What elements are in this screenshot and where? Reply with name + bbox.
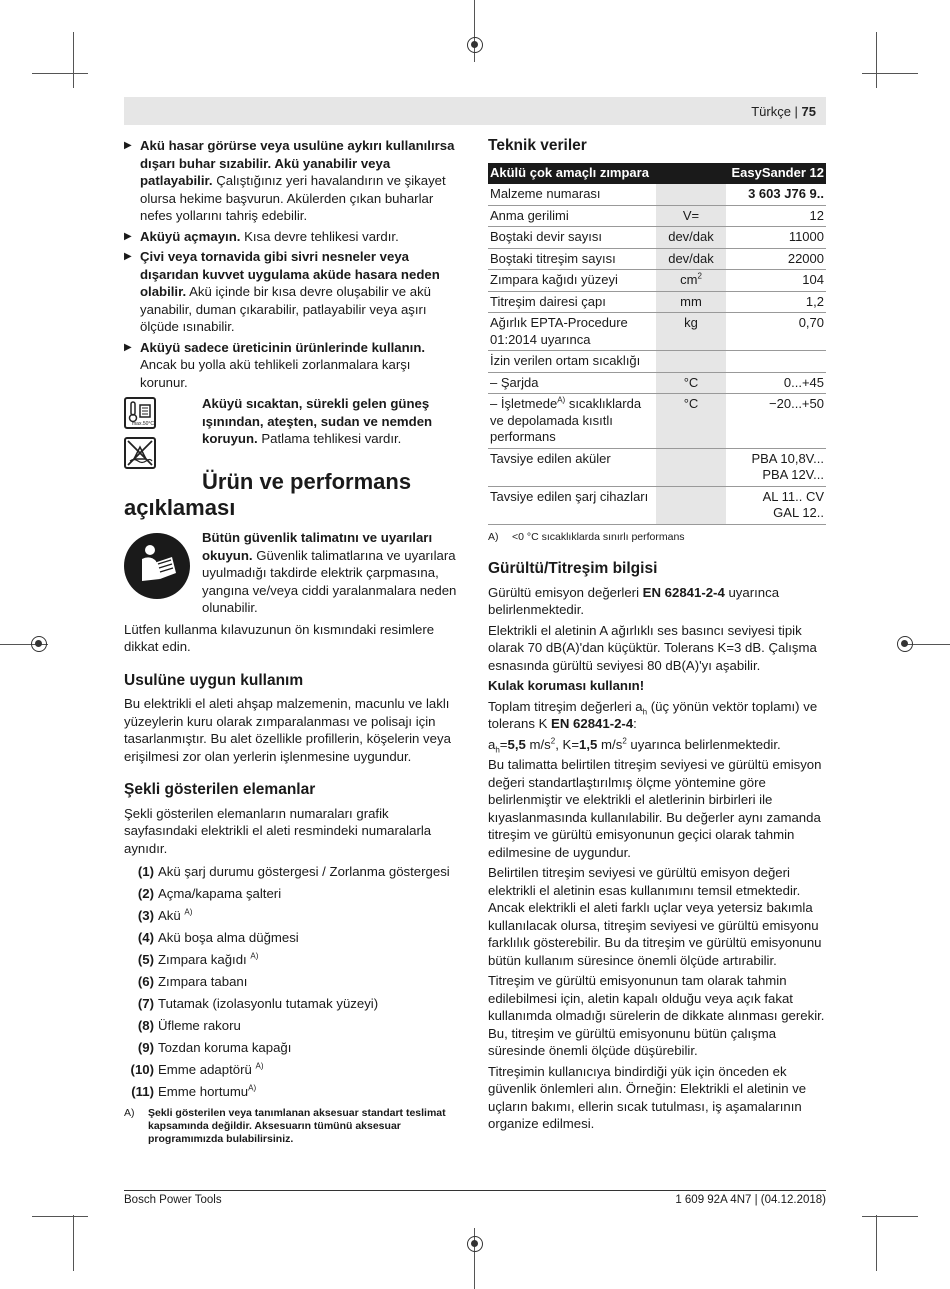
header-label: Türkçe | 75 — [751, 104, 816, 119]
item-label: Emme adaptörü — [158, 1062, 256, 1077]
row-label: Boştaki devir sayısı — [488, 227, 656, 249]
text-run: Gürültü emisyon değerleri — [488, 584, 643, 600]
item-label: Akü — [158, 908, 185, 923]
section-title — [124, 469, 458, 521]
subscript: h — [642, 707, 648, 717]
row-label: Ağırlık EPTA-Procedure 01:2014 uyarınca — [488, 313, 656, 351]
footer-brand: Bosch Power Tools — [124, 1194, 222, 1206]
item-number: (8) — [137, 1018, 154, 1033]
safety-read-text: Güvenlik talimatlarına ve uyarılara uyulmadığı takdirde elektrik çarpmasına, yangına ve/veya ciddi yaralanmalara neden olunabilir. — [202, 547, 457, 615]
row-value: 11000 — [726, 227, 826, 249]
body-paragraph: Belirtilen titreşim seviyesi ve gürültü emisyon değeri elektrikli el aletinin esas kullanımını temsil etmektedir. Ancak elektrikli el aleti farklı uçlar veya yetersiz bakımla kullanılacak olursa, titreşim seviyesi ve gürültü emisyonu farklılık gösterebilir. Bu da titreşim ve gürültü emisyonunu bütün kullanım süresince önemli ölçüde artırabilir. — [488, 865, 822, 968]
item-sup: A) — [184, 907, 193, 917]
row-label: Tavsiye edilen aküler — [488, 448, 656, 486]
row-value: 3 603 J76 9.. — [726, 184, 826, 206]
item-label: Üfleme rakoru — [158, 1018, 241, 1033]
components-intro: Şekli gösterilen elemanların numaraları grafik sayfasındaki elektrikli el aleti resmindeki numaralarla aynıdır. — [124, 805, 432, 856]
item-label: Akü şarj durumu göstergesi / Zorlanma göstergesi — [158, 864, 450, 879]
table-row — [488, 313, 826, 351]
row-value: 22000 — [726, 248, 826, 270]
vibration-value: 5,5 — [507, 736, 526, 752]
registration-mark — [467, 1236, 483, 1252]
tech-data-table — [488, 163, 826, 525]
item-number: (4) — [137, 930, 154, 945]
table-row — [488, 205, 826, 227]
standard-ref: EN 62841-2-4 — [551, 716, 634, 731]
unit: m/s — [525, 736, 551, 752]
text-run: uyarınca belirlenmektedir. — [626, 736, 781, 752]
row-value: 0...+45 — [726, 372, 826, 394]
row-value — [726, 448, 826, 486]
footnote-text: Şekli gösterilen veya tanımlanan aksesuar standart teslimat kapsamında değildir. Aksesuarın tümünü aksesuar programımızda bulabilirsiniz. — [148, 1106, 446, 1145]
ear-protection-note: Kulak koruması kullanın! — [488, 678, 645, 693]
heat-warning-bold: Aküyü sıcaktan, sürekli gelen güneş ışınından, ateşten, sudan ve nemden koruyun. — [202, 396, 433, 446]
row-label: Titreşim dairesi çapı — [488, 291, 656, 313]
item-label: Açma/kapama şalteri — [158, 886, 282, 901]
list-item — [124, 973, 458, 991]
left-column — [124, 137, 458, 1146]
item-label: Tozdan koruma kapağı — [158, 1040, 292, 1055]
table-head-label: Akülü çok amaçlı zımpara — [488, 163, 726, 184]
value-line2: GAL 12.. — [773, 505, 824, 520]
row-unit — [656, 270, 726, 292]
vibration-values — [488, 736, 826, 754]
row-unit — [656, 351, 726, 373]
warning-bullet — [124, 339, 458, 392]
bullet-bold: Akü hasar görürse veya usulüne aykırı kullanılırsa dışarı buhar sızabilir. Akü yanabilir veya patlayabilir. — [140, 138, 455, 188]
bullet-bold: Çivi veya tornavida gibi sivri nesneler veya dışarıdan kuvvet uygulama aküde hasara neden olabilir. — [140, 249, 440, 299]
unit-sup: 2 — [697, 271, 702, 281]
registration-mark — [897, 636, 913, 652]
table-row — [488, 372, 826, 394]
row-label: Boştaki titreşim sayısı — [488, 248, 656, 270]
item-number: (6) — [137, 974, 154, 989]
heat-warning — [124, 395, 458, 455]
label-sup: A) — [557, 395, 566, 405]
row-unit: °C — [656, 394, 726, 449]
components-footnote — [124, 1107, 458, 1146]
section-title-line1: Ürün ve performans — [202, 469, 412, 494]
list-item — [124, 929, 458, 947]
read-manual-icon — [124, 533, 190, 599]
body-paragraph: Titreşimin kullanıcıya bindirdiği yük için önceden ek güvenlik önlemleri alın. Örneğin: Elektrikli el aletinin ve uçların bakımı, ellerin sıcak tutulması, iş aşamalarının organize edilmesi. — [488, 1063, 807, 1131]
table-row — [488, 227, 826, 249]
vibration-paragraph — [488, 698, 826, 733]
components-title: Şekli gösterilen elemanlar — [124, 781, 316, 798]
body-paragraph: Bu talimatta belirtilen titreşim seviyesi ve gürültü emisyon değeri standartlaştırılmış ölçme yöntemine göre belirlenmiştir ve elektrikli el aletlerinin birbirleri ile kıyaslanmasında kullanılabilir. Bu değerler aynı zamanda titreşim ve gürültü emisyonunun geçici olarak tahmin edilmesine de uygundur. — [488, 757, 822, 860]
registration-mark — [31, 636, 47, 652]
noise-level-paragraph: Elektrikli el aletinin A ağırlıklı ses basıncı seviyesi tipik olarak 70 dB(A)'dan küçüktür. Tolerans K=3 dB. Çalışma esnasında gürültü seviyesi 80 dB(A)'yı aşabilir. — [488, 622, 817, 673]
text-run: a — [488, 736, 496, 752]
right-column — [488, 137, 826, 1136]
read-instructions-block — [124, 529, 458, 617]
list-item — [124, 1017, 458, 1035]
label-rest: sıcaklıklarda ve depolamada kısıtlı performans — [490, 396, 642, 444]
noise-title: Gürültü/Titreşim bilgisi — [488, 560, 658, 577]
warning-bullet — [124, 228, 458, 246]
bullet-text: Akü içinde bir kısa devre oluşabilir ve akü yanabilir, duman çıkarabilir, patlayabilir veya aşırı ölçüde ısınabilir. — [140, 284, 431, 334]
row-label: – Şarjda — [488, 372, 656, 394]
label-text: – İşletmede — [490, 396, 558, 411]
intended-use-title: Usulüne uygun kullanım — [124, 671, 304, 689]
list-item — [124, 1061, 458, 1079]
text-run: Toplam titreşim değerleri a — [488, 698, 643, 714]
item-label: Akü boşa alma düğmesi — [158, 930, 299, 945]
no-water-icon — [124, 437, 156, 469]
list-item — [124, 951, 458, 969]
table-head-value: EasySander 12 — [726, 163, 826, 184]
unit-text: cm — [680, 272, 698, 287]
text-run: , K= — [555, 736, 580, 752]
figures-note: Lütfen kullanma kılavuzunun ön kısmındaki resimlere dikkat edin. — [124, 621, 435, 654]
text-run: uyarınca belirlenmektedir. — [488, 584, 780, 617]
item-number: (11) — [131, 1084, 154, 1099]
item-number: (2) — [137, 886, 154, 901]
warning-icons — [124, 397, 158, 477]
subscript: h — [495, 745, 500, 755]
item-label: Zımpara tabanı — [158, 974, 248, 989]
item-sup: A) — [250, 951, 259, 961]
footnote-mark: A) — [488, 530, 499, 543]
icon-caption: max.50°C — [132, 421, 155, 427]
bullet-bold: Aküyü sadece üreticinin ürünlerinde kullanın. — [140, 339, 426, 355]
superscript: 2 — [550, 736, 556, 746]
temperature-warning-icon — [124, 397, 156, 429]
table-row — [488, 448, 826, 486]
item-number: (5) — [137, 952, 154, 967]
page-number: 75 — [801, 104, 816, 119]
item-number: (3) — [137, 908, 154, 923]
warning-bullet — [124, 248, 458, 336]
footnote-text: <0 °C sıcaklıklarda sınırlı performans — [512, 530, 685, 543]
crop-mark — [862, 73, 918, 74]
header-language: Türkçe — [751, 104, 791, 119]
row-unit: dev/dak — [656, 227, 726, 249]
unit: m/s — [597, 736, 623, 752]
superscript: 2 — [622, 736, 627, 746]
tolerance-value: 1,5 — [579, 736, 598, 752]
page-header — [124, 97, 826, 125]
table-row — [488, 184, 826, 206]
row-unit — [656, 448, 726, 486]
row-label: İzin verilen ortam sıcaklığı — [488, 351, 656, 373]
row-value: 104 — [726, 270, 826, 292]
crop-mark — [876, 1215, 877, 1271]
footnote-mark: A) — [124, 1106, 135, 1119]
row-label: Tavsiye edilen şarj cihazları — [488, 486, 656, 524]
intended-use-text: Bu elektrikli el aleti ahşap malzemenin, macunlu ve laklı yüzeylerin kuru olarak zımparalanması ve polisajı için tasarlanmıştır. Bu alet özellikle profillerin, köşelerin veya erişilmesi zor olan yerlerin işlenmesine uygundur. — [124, 696, 451, 764]
list-item — [124, 995, 458, 1013]
list-item — [124, 863, 458, 881]
tech-title: Teknik veriler — [488, 137, 587, 154]
row-label: Malzeme numarası — [488, 184, 656, 206]
heat-warning-text: Patlama tehlikesi vardır. — [257, 431, 402, 446]
row-unit: °C — [656, 372, 726, 394]
components-list — [124, 863, 458, 1101]
value-line2: PBA 12V... — [762, 467, 824, 482]
table-header-row — [488, 163, 826, 184]
row-unit: mm — [656, 291, 726, 313]
standard-ref: EN 62841-2-4 — [642, 584, 725, 600]
item-number: (10) — [130, 1062, 154, 1077]
row-value — [726, 351, 826, 373]
list-item — [124, 885, 458, 903]
crop-mark — [73, 32, 74, 88]
table-row — [488, 248, 826, 270]
crop-mark — [73, 1215, 74, 1271]
row-unit: V= — [656, 205, 726, 227]
row-unit — [656, 486, 726, 524]
row-value — [726, 486, 826, 524]
item-number: (1) — [137, 864, 154, 879]
list-item — [124, 1083, 458, 1101]
table-row — [488, 291, 826, 313]
bullet-text: Ancak bu yolla akü tehlikeli zorlanmalara karşı korunur. — [140, 357, 411, 390]
crop-mark — [32, 73, 88, 74]
table-row — [488, 270, 826, 292]
list-item — [124, 1039, 458, 1057]
text-run: (üç yönün vektör toplamı) ve tolerans K — [488, 698, 818, 731]
row-value: 1,2 — [726, 291, 826, 313]
crop-mark — [862, 1216, 918, 1217]
noise-paragraph — [488, 584, 826, 619]
item-number: (9) — [137, 1040, 154, 1055]
text-run: : — [633, 716, 637, 731]
list-item — [124, 907, 458, 925]
item-sup: A) — [255, 1061, 264, 1071]
table-row — [488, 394, 826, 449]
item-sup: A) — [248, 1083, 257, 1093]
row-label — [488, 394, 656, 449]
footer-divider — [124, 1190, 826, 1191]
crop-mark — [876, 32, 877, 88]
row-unit — [656, 184, 726, 206]
body-paragraph: Titreşim ve gürültü emisyonunun tam olarak tahmin edilebilmesi için, aletin kapalı olduğu veya açık fakat kullanımda olmadığı sürelerin de dikkate alınması gerekir. Bu, titreşim ve gürültü emisyonunu bütün çalışma süresinde önemli ölçüde düşürebilir. — [488, 973, 825, 1058]
item-number: (7) — [137, 996, 154, 1011]
bullet-text: Kısa devre tehlikesi vardır. — [240, 228, 399, 244]
footer-docref: 1 609 92A 4N7 | (04.12.2018) — [675, 1194, 826, 1206]
item-label: Emme hortumu — [158, 1084, 249, 1099]
safety-read-bold: Bütün güvenlik talimatını ve uyarıları okuyun. — [202, 530, 433, 563]
table-row — [488, 351, 826, 373]
value-line1: AL 11.. CV — [762, 488, 824, 504]
crop-mark — [32, 1216, 88, 1217]
row-value: 0,70 — [726, 313, 826, 351]
table-row — [488, 486, 826, 524]
item-label: Zımpara kağıdı — [158, 952, 251, 967]
item-label: Tutamak (izolasyonlu tutamak yüzeyi) — [158, 996, 379, 1011]
text-run: = — [499, 736, 508, 752]
row-label: Anma gerilimi — [488, 205, 656, 227]
row-unit: kg — [656, 313, 726, 351]
registration-mark — [467, 37, 483, 53]
row-label: Zımpara kağıdı yüzeyi — [488, 270, 656, 292]
value-line1: PBA 10,8V... — [751, 450, 824, 466]
bullet-bold: Aküyü açmayın. — [140, 228, 241, 244]
bullet-text: Çalıştığınız yeri havalandırın ve şikayet olursa hekime başvurun. Akülerden çıkan buharlar nefes yollarını tahriş edebilir. — [140, 173, 446, 223]
row-unit: dev/dak — [656, 248, 726, 270]
row-value: 12 — [726, 205, 826, 227]
warning-bullet — [124, 137, 458, 225]
section-title-line2: açıklaması — [124, 495, 236, 520]
row-value: −20...+50 — [726, 394, 826, 449]
table-footnote — [488, 529, 826, 547]
